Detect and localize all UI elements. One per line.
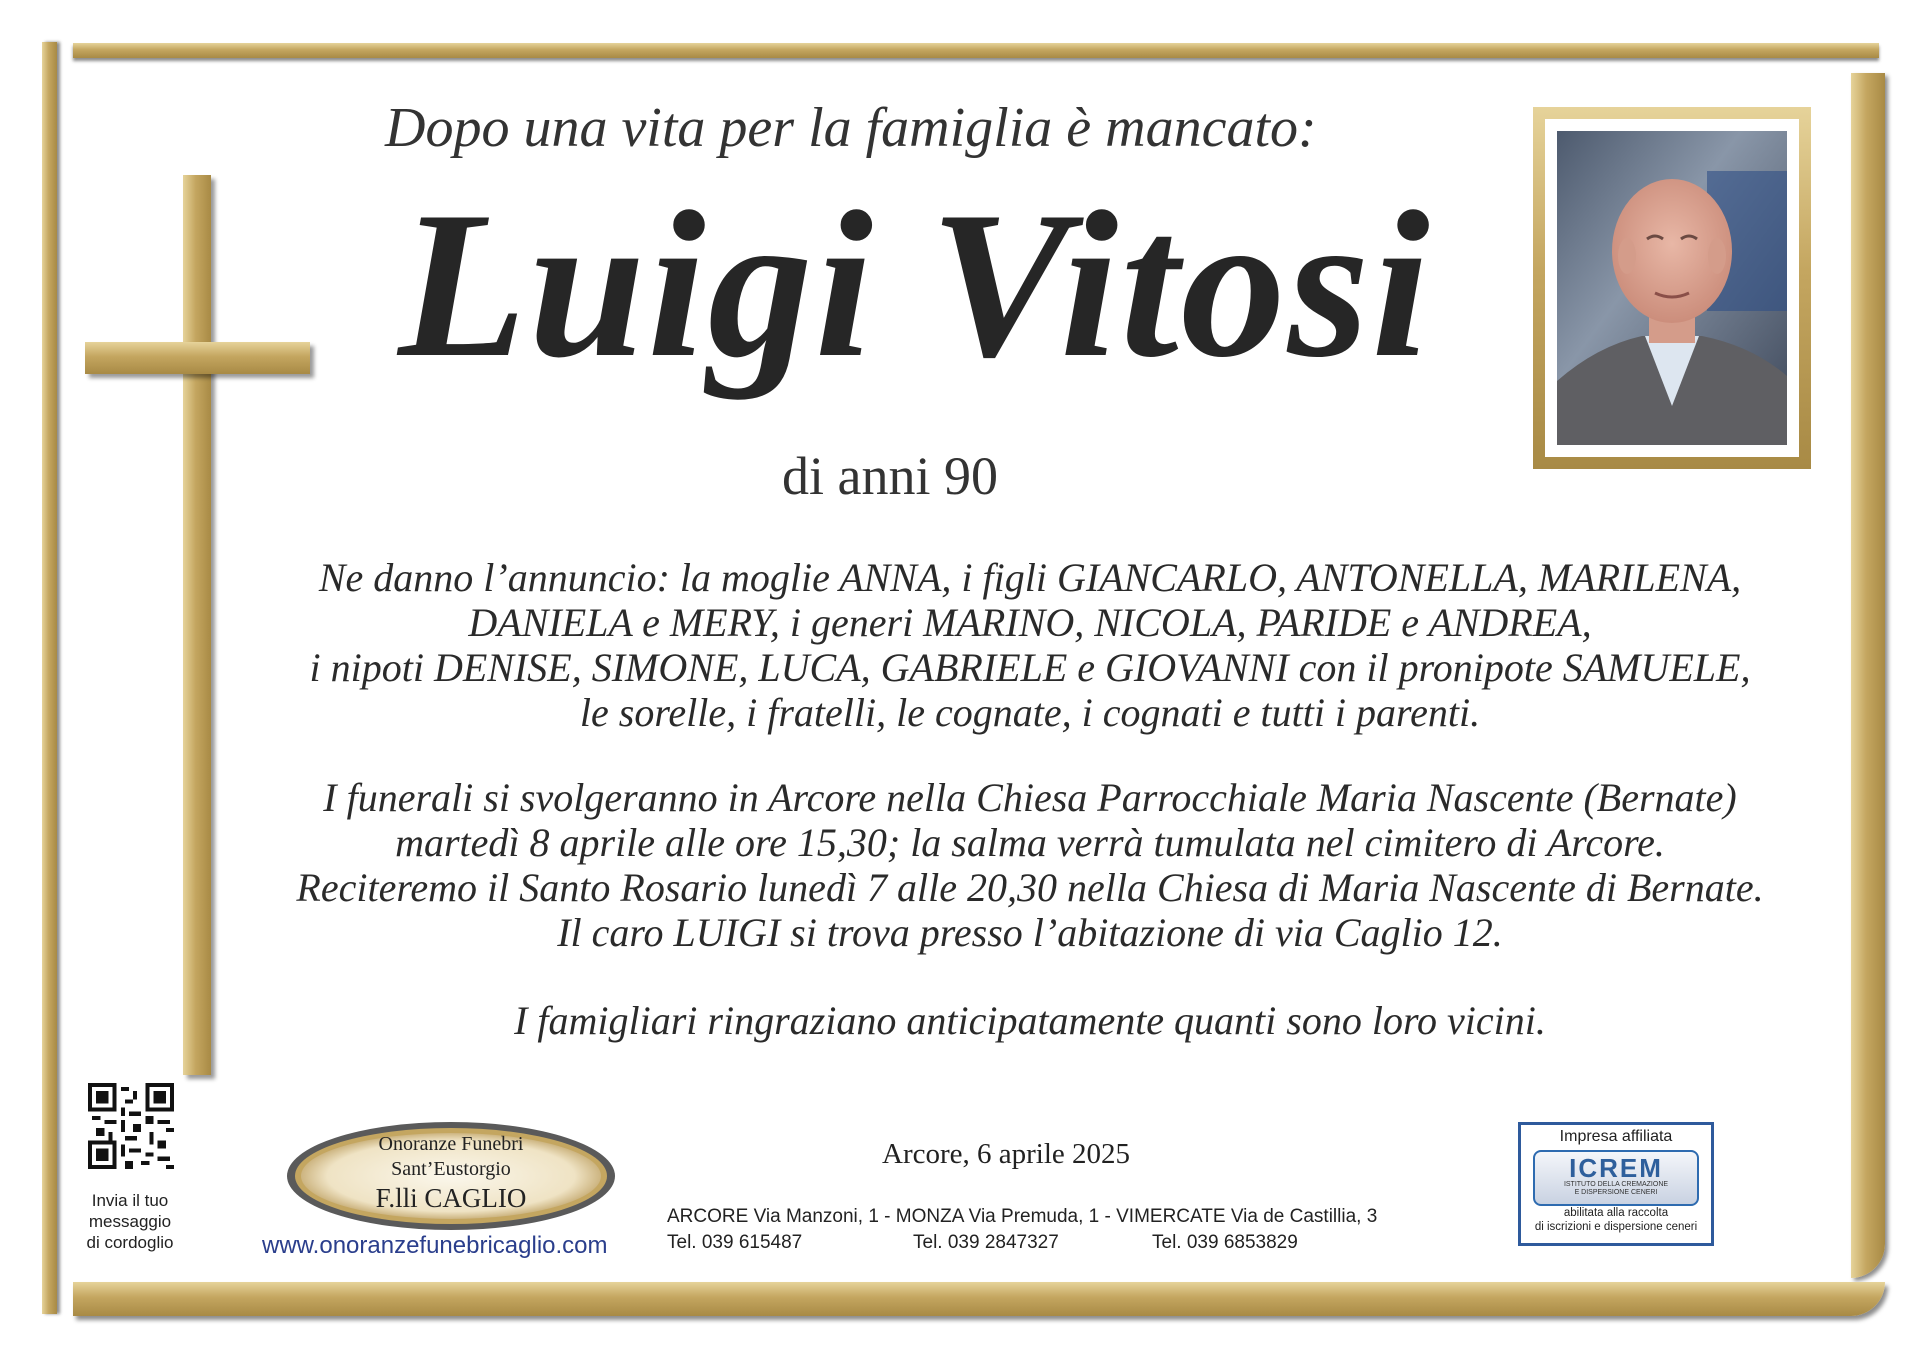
- place-date: Arcore, 6 aprile 2025: [882, 1138, 1131, 1170]
- qr-caption-line: Invia il tuo: [91, 1191, 169, 1210]
- frame-right-border: [1851, 73, 1885, 1278]
- funeral-line: martedì 8 aprile alle ore 15,30; la salma verrà tumulata nel cimitero di Arcore.: [395, 820, 1665, 865]
- affiliation-subtitle: E DISPERSIONE CENERI: [1574, 1189, 1658, 1196]
- funeral-line: Reciteremo il Santo Rosario lunedì 7 alle 20,30 nella Chiesa di Maria Nascente di Bernate.: [296, 865, 1764, 910]
- announcement-line: Ne danno l’annuncio: la moglie ANNA, i figli GIANCARLO, ANTONELLA, MARILENA,: [318, 555, 1742, 600]
- funeral-home-line: Sant’Eustorgio: [391, 1158, 511, 1180]
- phone-monza: Tel. 039 2847327: [913, 1232, 1059, 1253]
- website-link[interactable]: www.onoranzefunebricaglio.com: [262, 1232, 608, 1259]
- phone-arcore: Tel. 039 615487: [667, 1232, 803, 1253]
- qr-caption-line: di cordoglio: [86, 1233, 174, 1252]
- qr-code-icon[interactable]: [88, 1083, 174, 1169]
- announcement-line: le sorelle, i fratelli, le cognate, i cognati e tutti i parenti.: [579, 690, 1481, 735]
- qr-caption-line: messaggio: [88, 1212, 172, 1231]
- phone-vimercate: Tel. 039 6853829: [1152, 1232, 1298, 1253]
- icrem-logo: [1533, 1150, 1699, 1206]
- intro-text: Dopo una vita per la famiglia è mancato:: [385, 97, 1317, 159]
- funeral-line: I funerali si svolgeranno in Arcore nella Chiesa Parrocchiale Maria Nascente (Bernate): [323, 775, 1737, 820]
- frame-left-border: [42, 42, 57, 1314]
- frame-top-border: [73, 43, 1879, 58]
- cross-icon-vertical: [183, 175, 211, 1075]
- deceased-name: Luigi Vitosi: [398, 169, 1432, 401]
- deceased-age: di anni 90: [782, 446, 998, 506]
- affiliation-badge: [1518, 1122, 1714, 1246]
- affiliation-title: Impresa affiliata: [1559, 1128, 1673, 1145]
- qr-caption: [70, 1190, 190, 1253]
- portrait-photo: [1557, 131, 1787, 445]
- announcement-line: i nipoti DENISE, SIMONE, LUCA, GABRIELE e GIOVANNI con il pronipote SAMUELE,: [309, 645, 1751, 690]
- affiliation-note: abilitata alla raccolta: [1563, 1207, 1669, 1219]
- funeral-home-name: [283, 1132, 619, 1214]
- affiliation-subtitle: ISTITUTO DELLA CREMAZIONE: [1563, 1181, 1669, 1188]
- funeral-home-line: Onoranze Funebri: [378, 1133, 524, 1155]
- announcement-paragraph: [260, 555, 1800, 735]
- funeral-home-brand: F.lli CAGLIO: [375, 1183, 527, 1213]
- affiliation-note: di iscrizioni e dispersione ceneri: [1534, 1221, 1698, 1233]
- funeral-paragraph: [260, 775, 1800, 955]
- funeral-line: Il caro LUIGI si trova presso l’abitazione di via Caglio 12.: [557, 910, 1503, 955]
- thanks-text: I famigliari ringraziano anticipatamente quanti sono loro vicini.: [514, 998, 1546, 1043]
- announcement-line: DANIELA e MERY, i generi MARINO, NICOLA, PARIDE e ANDREA,: [468, 600, 1592, 645]
- cross-icon-horizontal: [85, 342, 310, 374]
- portrait-frame: [1533, 107, 1811, 469]
- affiliation-brand: ICREM: [1569, 1153, 1663, 1183]
- addresses: ARCORE Via Manzoni, 1 - MONZA Via Premuda, 1 - VIMERCATE Via de Castillia, 3: [667, 1206, 1378, 1227]
- frame-bottom-border: [73, 1282, 1885, 1316]
